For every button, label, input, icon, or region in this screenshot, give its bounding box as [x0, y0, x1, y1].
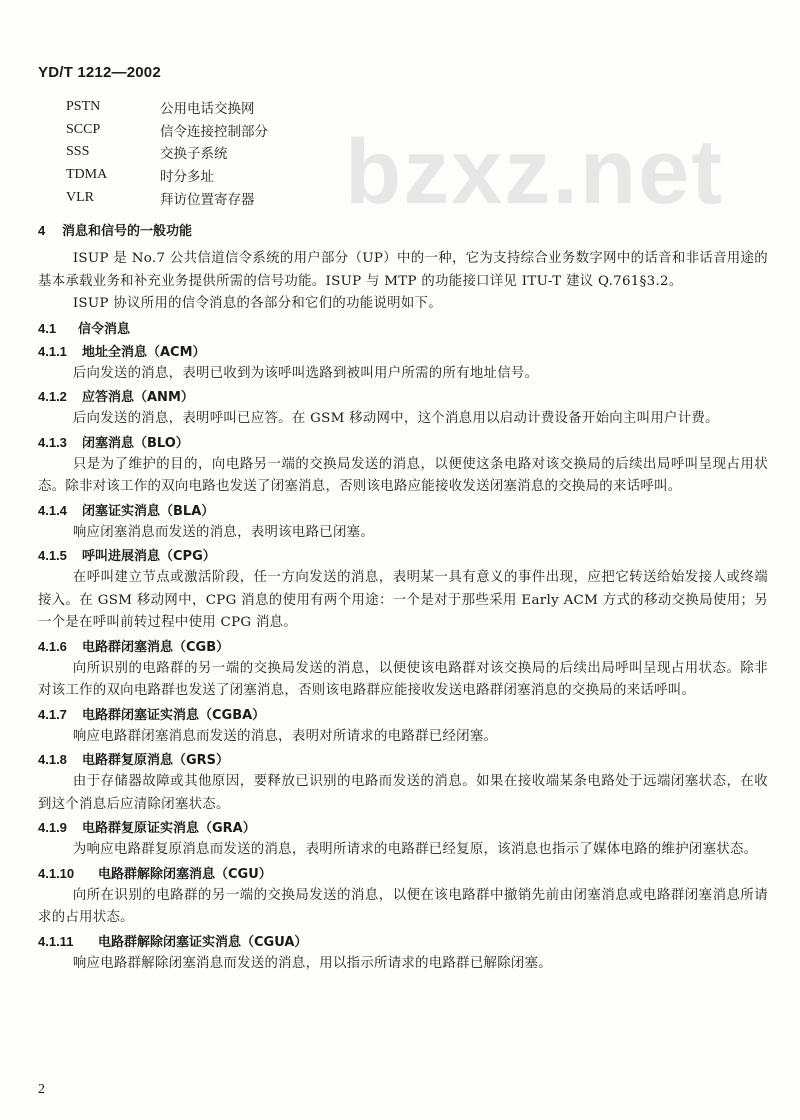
section-paragraph: ISUP 协议所用的信令消息的各部分和它们的功能说明如下。 — [72, 296, 442, 311]
clause-heading — [38, 341, 768, 363]
clause-title: 闭塞证实消息（BLA） — [82, 503, 215, 519]
clause-heading — [38, 863, 768, 885]
section-paragraph: ISUP 是 No.7 公共信道信令系统的用户部分（UP）中的一种，它为支持综合业务数字网中的话音和非话音用途的基本承载业务和补充业务提供所需的信号功能。ISUP 与 MTP 的功能接口详见 ITU-T 建议 Q.761§3.2。 — [38, 251, 768, 289]
clause-title: 电路群闭塞消息（CGB） — [82, 639, 230, 655]
abbreviation-code: PSTN — [66, 99, 101, 115]
clause-title: 电路群解除闭塞消息（CGU） — [98, 866, 272, 882]
clause-title: 呼叫进展消息（CPG） — [82, 549, 216, 564]
abbreviation-code: VLR — [66, 189, 94, 205]
abbreviation-row — [66, 96, 268, 119]
clause-text: 后向发送的消息，表明已收到为该呼叫选路到被叫用户所需的所有地址信号。 — [72, 365, 539, 381]
abbreviation-code: SCCP — [66, 121, 101, 137]
section-title: 消息和信号的一般功能 — [62, 224, 193, 239]
abbreviation-list — [66, 96, 268, 209]
clause-text: 在呼叫建立节点或激活阶段，任一方向发送的消息，表明某一具有意义的事件出现，应把它转送给始发接人或终端接入。在 GSM 移动网中，CPG 消息的使用有两个用途：一个是对于那些采用 Early ACM 方式的移动交换局使用；另一个是在呼叫前转过程中使用 CPG 消息。 — [38, 570, 768, 630]
abbreviation-description: 交换子系统 — [160, 146, 228, 163]
clause-title: 应答消息（ANM） — [82, 390, 194, 405]
clause-text: 响应电路群闭塞消息而发送的消息，表明对所请求的电路群已经闭塞。 — [72, 728, 498, 744]
clause-heading — [38, 386, 768, 408]
abbreviation-description: 信令连接控制部分 — [160, 123, 268, 140]
clause-number: 4.1.7 — [38, 706, 67, 722]
clause-number: 4.1.10 — [38, 865, 75, 881]
clause-number: 4.1.6 — [38, 638, 67, 654]
abbreviation-row — [66, 141, 268, 164]
clause-number: 4.1.3 — [38, 434, 67, 450]
clause-title: 电路群解除闭塞证实消息（CGUA） — [98, 934, 308, 950]
clause-title: 电路群复原消息（GRS） — [82, 753, 230, 768]
abbreviation-description: 公用电话交换网 — [160, 101, 255, 118]
abbreviation-row — [66, 186, 268, 209]
clause-title: 电路群闭塞证实消息（CGBA） — [82, 707, 266, 723]
clause-text: 响应电路群解除闭塞消息而发送的消息，用以指示所请求的电路群已解除闭塞。 — [72, 955, 552, 971]
abbreviation-description: 拜访位置寄存器 — [160, 191, 255, 208]
section-number: 4 — [38, 223, 46, 238]
abbreviation-description: 时分多址 — [160, 169, 214, 186]
clause-heading — [38, 749, 768, 771]
clause-number: 4.1.11 — [38, 933, 74, 949]
clause-heading — [38, 931, 768, 953]
clause-text: 响应闭塞消息而发送的消息，表明该电路已闭塞。 — [72, 524, 375, 540]
clause-title: 电路群复原证实消息（GRA） — [82, 821, 256, 836]
clause-number: 4.1.4 — [38, 502, 67, 518]
clause-text: 由于存储器故障或其他原因，要释放已识别的电路而发送的消息。如果在接收端某条电路处于远端闭塞状态，在收到这个消息后应清除闭塞状态。 — [38, 774, 768, 812]
abbreviation-row — [66, 164, 268, 187]
page-number: 2 — [38, 1082, 45, 1097]
abbreviation-code: TDMA — [66, 167, 108, 183]
clause-title: 地址全消息（ACM） — [82, 344, 206, 360]
watermark: bzxz.net — [345, 121, 724, 223]
clause-heading — [38, 704, 768, 726]
subsection-title: 信令消息 — [78, 321, 131, 337]
clause-number: 4.1.8 — [38, 752, 67, 767]
clause-heading — [38, 636, 768, 658]
clause-text: 只是为了维护的目的，向电路另一端的交换局发送的消息，以便使这条电路对该交换局的后续出局呼叫呈现占用状态。除非对该工作的双向电路也发送了闭塞消息，否则该电路应能接收发送闭塞消息的交换局的来话呼叫。 — [38, 456, 768, 494]
subsection-number: 4.1 — [38, 320, 57, 336]
document-code-header: YD/T 1212—2002 — [38, 64, 161, 81]
abbreviation-row — [66, 119, 268, 142]
clause-title: 闭塞消息（BLO） — [82, 435, 189, 451]
clause-text: 向所在识别的电路群的另一端的交换局发送的消息，以便在该电路群中撤销先前由闭塞消息或电路群闭塞消息所请求的占用状态。 — [38, 887, 768, 925]
section-heading — [38, 218, 768, 244]
clause-heading — [38, 545, 768, 567]
clause-text: 后向发送的消息，表明呼叫已应答。在 GSM 移动网中，这个消息用以启动计费设备开始向主叫用户计费。 — [72, 411, 719, 426]
main-content — [38, 218, 768, 975]
subsection-heading — [38, 318, 768, 340]
clause-number: 4.1.2 — [38, 389, 67, 404]
clause-number: 4.1.5 — [38, 548, 67, 563]
clause-heading — [38, 500, 768, 522]
clause-text: 为响应电路群复原消息而发送的消息，表明所请求的电路群已经复原，该消息也指示了媒体电路的维护闭塞状态。 — [72, 842, 758, 857]
clause-number: 4.1.1 — [38, 343, 67, 359]
clause-heading — [38, 432, 768, 454]
clause-number: 4.1.9 — [38, 820, 67, 835]
clause-text: 向所识别的电路群的另一端的交换局发送的消息，以便使该电路群对该交换局的后续出局呼叫呈现占用状态。除非对该工作的双向电路群也发送了闭塞消息，否则该电路群应能接收发送电路群闭塞消息的交换局的来话呼叫。 — [38, 660, 768, 698]
abbreviation-code: SSS — [66, 144, 90, 160]
clause-heading — [38, 817, 768, 839]
